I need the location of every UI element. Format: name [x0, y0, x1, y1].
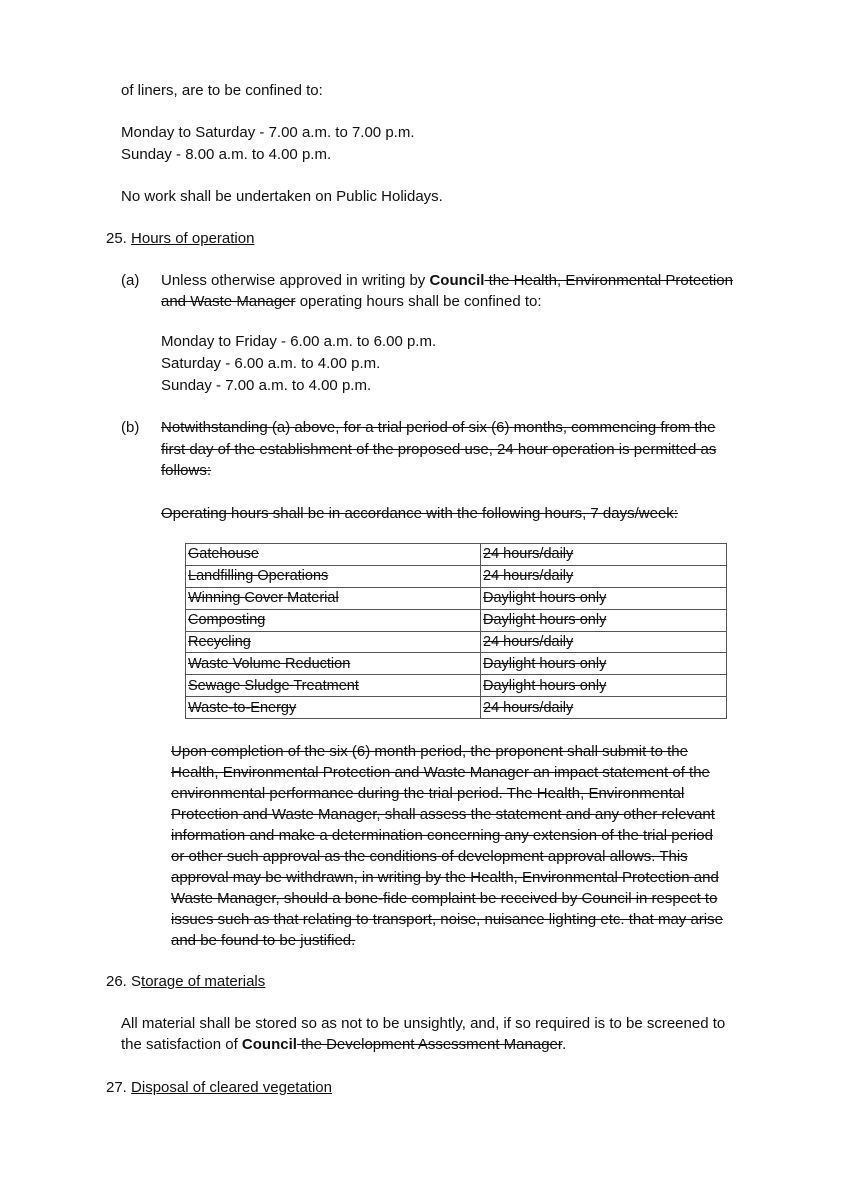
completion-line: Upon completion of the six (6) month period, the proponent shall submit to the	[171, 743, 688, 760]
table-row	[186, 653, 727, 675]
table-row	[186, 587, 727, 609]
item-a-text: Unless otherwise approved in writing by	[161, 272, 430, 289]
struck-text: the Health, Environmental Protection	[484, 272, 733, 289]
item-b-line: follows:	[161, 462, 212, 479]
activity-cell: Winning Cover Material	[186, 587, 481, 609]
council-bold: Council	[241, 1036, 297, 1053]
activity-cell: Waste-to-Energy	[186, 697, 481, 719]
section-27-title: Disposal of cleared vegetation	[131, 1079, 332, 1096]
section-26-number: 26. S	[106, 973, 142, 990]
intro-line: of liners, are to be confined to:	[121, 82, 323, 99]
hours-cell: 24 hours/daily	[481, 544, 727, 566]
storage-line-1: All material shall be stored so as not to be unsightly, and, if so required is to be screened to	[121, 1015, 726, 1032]
operating-hours-table	[185, 543, 727, 719]
completion-line: and be found to be justified.	[171, 932, 356, 949]
completion-line: information and make a determination concerning any extension of the trial period	[171, 827, 713, 844]
item-b-line: first day of the establishment of the proposed use, 24 hour operation is permitted as	[161, 441, 717, 458]
hours-mon-sat: Monday to Saturday - 7.00 a.m. to 7.00 p.m.	[121, 124, 415, 141]
council-bold: Council	[429, 272, 485, 289]
hours-cell: 24 hours/daily	[481, 631, 727, 653]
public-holidays-note: No work shall be undertaken on Public Holidays.	[121, 188, 443, 205]
completion-line: approval may be withdrawn, in writing by the Health, Environmental Protection and	[171, 869, 719, 886]
activity-cell: Gatehouse	[186, 544, 481, 566]
item-a-line-2	[161, 292, 542, 312]
struck-text: the Development Assessment Manager	[296, 1036, 563, 1053]
activity-cell: Recycling	[186, 631, 481, 653]
activity-cell: Composting	[186, 609, 481, 631]
section-25-heading	[106, 229, 254, 249]
section-27-number: 27.	[106, 1079, 132, 1096]
table-row	[186, 544, 727, 566]
hours-cell: Daylight hours only	[481, 653, 727, 675]
period: .	[562, 1036, 567, 1053]
section-25-number: 25.	[106, 230, 132, 247]
hours-sunday-a: Sunday - 7.00 a.m. to 4.00 p.m.	[161, 377, 372, 394]
activity-cell: Waste Volume Reduction	[186, 653, 481, 675]
storage-line-2	[121, 1035, 566, 1055]
table-row	[186, 697, 727, 719]
hours-cell: 24 hours/daily	[481, 697, 727, 719]
completion-line: Protection and Waste Manager, shall assess the statement and any other relevant	[171, 806, 715, 823]
item-a-text: operating hours shall be confined to:	[295, 293, 542, 310]
activity-cell: Landfilling Operations	[186, 565, 481, 587]
table-row	[186, 675, 727, 697]
storage-text: the satisfaction of	[121, 1036, 242, 1053]
completion-line: Health, Environmental Protection and Waste Manager an impact statement of the	[171, 764, 710, 781]
hours-cell: Daylight hours only	[481, 587, 727, 609]
hours-sunday: Sunday - 8.00 a.m. to 4.00 p.m.	[121, 146, 332, 163]
table-row	[186, 609, 727, 631]
completion-line: Waste Manager, should a bone-fide complaint be received by Council in respect to	[171, 890, 718, 907]
completion-line: or other such approval as the conditions of development approval allows. This	[171, 848, 688, 865]
item-a-label: (a)	[121, 272, 140, 289]
section-25-title: Hours of operation	[131, 230, 255, 247]
hours-mon-fri: Monday to Friday - 6.00 a.m. to 6.00 p.m.	[161, 333, 437, 350]
operating-hours-note: Operating hours shall be in accordance with the following hours, 7 days/week:	[161, 505, 678, 522]
struck-text: and Waste Manager	[161, 293, 296, 310]
section-26-title: torage of materials	[141, 973, 266, 990]
item-b-line: Notwithstanding (a) above, for a trial period of six (6) months, commencing from the	[161, 419, 716, 436]
item-a-line-1	[161, 271, 733, 291]
activity-cell: Sewage Sludge Treatment	[186, 675, 481, 697]
hours-cell: 24 hours/daily	[481, 565, 727, 587]
hours-cell: Daylight hours only	[481, 609, 727, 631]
table-row	[186, 565, 727, 587]
completion-line: issues such as that relating to transport, noise, nuisance lighting etc. that may arise	[171, 911, 723, 928]
section-26-heading	[106, 972, 265, 992]
hours-cell: Daylight hours only	[481, 675, 727, 697]
table-row	[186, 631, 727, 653]
section-27-heading	[106, 1078, 332, 1098]
item-b-label: (b)	[121, 419, 140, 436]
completion-line: environmental performance during the trial period. The Health, Environmental	[171, 785, 685, 802]
hours-saturday: Saturday - 6.00 a.m. to 4.00 p.m.	[161, 355, 381, 372]
